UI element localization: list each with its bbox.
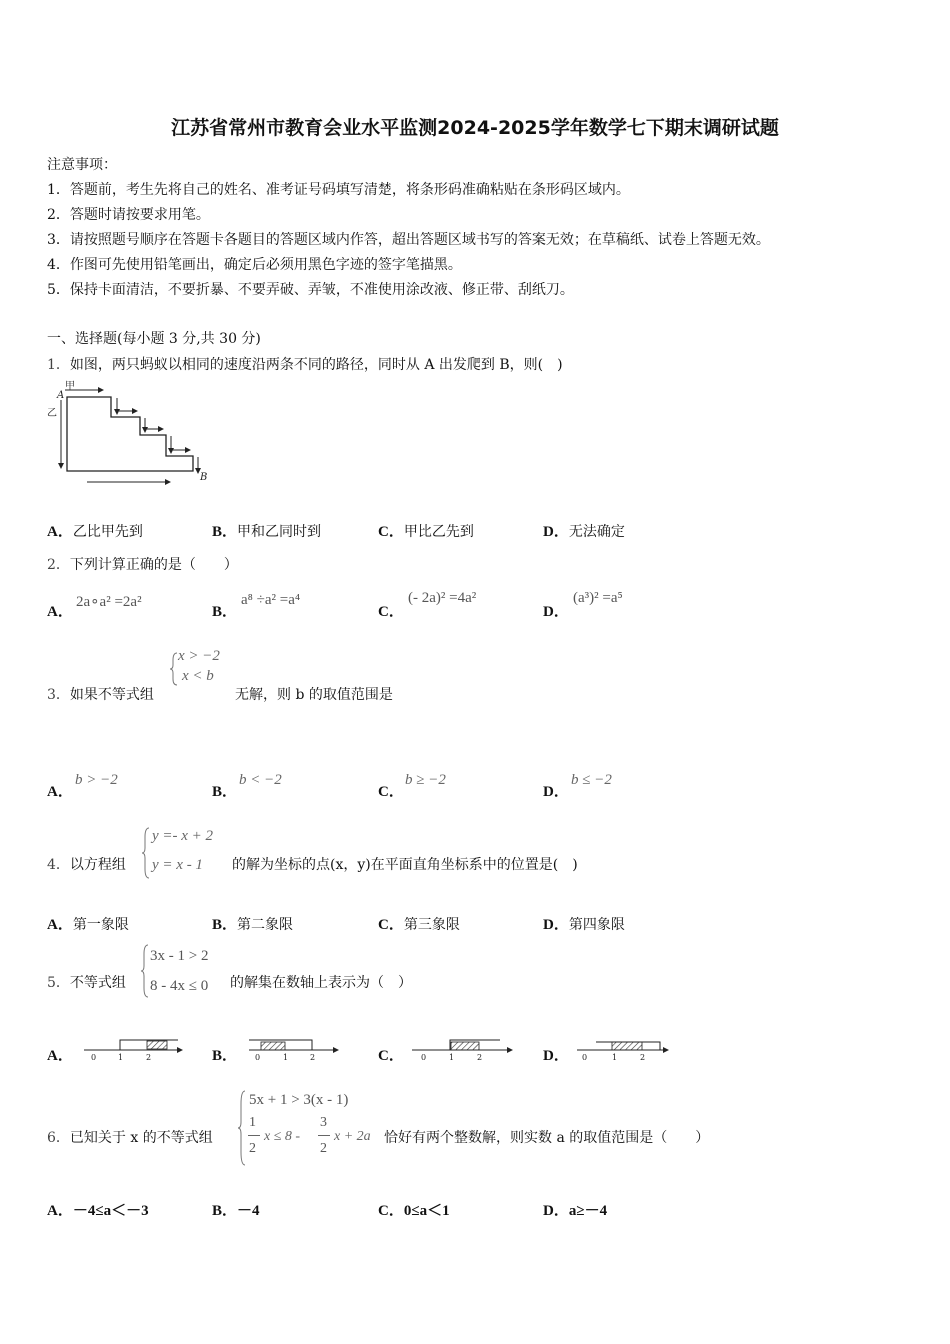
q1-stem [47, 354, 563, 374]
q2-text: 下列计算正确的是（ ） [69, 557, 238, 573]
q3-option-a[interactable]: A． [47, 784, 73, 800]
q6-pre: 已知关于 x 的不等式组 [69, 1130, 213, 1146]
q2-option-c[interactable]: C． [378, 604, 404, 620]
q1-label-jia: 甲 [65, 381, 75, 392]
q5-option-d[interactable]: D． [543, 1048, 569, 1064]
q4-option-c[interactable]: C．第三象限 [378, 917, 460, 933]
q6-frac-2-bar [318, 1135, 330, 1136]
q6-frac-1-den: 2 [249, 1141, 256, 1156]
svg-text:2: 2 [640, 1053, 646, 1062]
q4-brace [142, 827, 150, 879]
q2-option-d-expr: (a³)² =a⁵ [573, 590, 623, 606]
q2-option-c-expr: (- 2a)² =4a² [408, 590, 477, 606]
q6-number: 6． [47, 1130, 70, 1146]
q4-option-b[interactable]: B．第二象限 [212, 917, 294, 933]
svg-text:2: 2 [477, 1053, 483, 1062]
q3-stem [47, 684, 154, 704]
svg-text:0: 0 [582, 1053, 588, 1062]
q2-stem [47, 554, 238, 574]
q5-option-c-number-line [412, 1040, 512, 1062]
q6-frac-1-num: 1 [249, 1115, 256, 1130]
q5-stem [47, 972, 126, 992]
q3-option-b[interactable]: B． [212, 784, 238, 800]
q5-brace [141, 944, 149, 998]
q5-number: 5． [47, 975, 70, 991]
notice-item-2: 2．答题时请按要求用笔。 [47, 207, 210, 223]
q5-option-c[interactable]: C． [378, 1048, 404, 1064]
q6-frac-2-den: 2 [320, 1141, 327, 1156]
svg-text:0: 0 [421, 1053, 427, 1062]
q6-sys-line-2b: x + 2a [334, 1129, 371, 1144]
q3-sys-line-1: x > −2 [178, 648, 220, 664]
q3-option-c-expr: b ≥ −2 [405, 772, 446, 788]
q4-post: 的解为坐标的点(x，y)在平面直角坐标系中的位置是( ) [232, 857, 578, 873]
section-heading: 一、选择题(每小题 3 分,共 30 分) [47, 331, 261, 347]
page-title: 江苏省常州市教育会业水平监测2024-2025学年数学七下期末调研试题 [171, 117, 779, 139]
q6-stem [47, 1127, 213, 1147]
q1-number: 1． [47, 357, 70, 373]
q4-option-a[interactable]: A．第一象限 [47, 917, 129, 933]
q5-sys-line-2: 8 - 4x ≤ 0 [150, 978, 209, 994]
q3-option-b-expr: b < −2 [239, 772, 282, 788]
q3-pre: 如果不等式组 [69, 687, 154, 703]
q6-sys-line-1: 5x + 1 > 3(x - 1) [249, 1092, 349, 1108]
q1-option-d[interactable]: D．无法确定 [543, 524, 625, 540]
q6-frac-1-bar [248, 1135, 260, 1136]
q6-option-d[interactable]: D．a≥－4 [543, 1203, 608, 1219]
svg-text:2: 2 [310, 1053, 316, 1062]
notice-item-1: 1．答题前，考生先将自己的姓名、准考证号码填写清楚，将条形码准确粘贴在条形码区域内。 [47, 182, 630, 198]
q3-sys-line-2: x < b [182, 668, 214, 684]
q4-pre: 以方程组 [69, 857, 126, 873]
svg-text:1: 1 [612, 1053, 618, 1062]
q6-sys-line-2a: x ≤ 8 - [264, 1129, 301, 1144]
q4-option-d[interactable]: D．第四象限 [543, 917, 625, 933]
notice-item-3: 3．请按照题号顺序在答题卡各题目的答题区域内作答，超出答题区域书写的答案无效；在草稿纸、试卷上答题无效。 [47, 232, 770, 248]
q3-number: 3． [47, 687, 70, 703]
q2-option-a[interactable]: A． [47, 604, 73, 620]
q6-frac-2-num: 3 [320, 1115, 327, 1130]
q2-option-b-expr: a⁸ ÷a² =a⁴ [241, 592, 301, 608]
q4-sys-line-1: y =- x + 2 [152, 828, 214, 844]
q4-number: 4． [47, 857, 70, 873]
notice-item-4: 4．作图可先使用铅笔画出，确定后必须用黑色字迹的签字笔描黑。 [47, 257, 462, 273]
q3-option-c[interactable]: C． [378, 784, 404, 800]
q5-option-a-number-line [84, 1040, 182, 1062]
q1-option-a[interactable]: A．乙比甲先到 [47, 524, 143, 540]
q3-post: 无解，则 b 的取值范围是 [235, 687, 393, 703]
q1-text: 如图，两只蚂蚁以相同的速度沿两条不同的路径，同时从 A 出发爬到 B，则( ) [69, 357, 563, 373]
q3-option-d[interactable]: D． [543, 784, 569, 800]
q6-brace [238, 1090, 246, 1166]
q6-post: 恰好有两个整数解，则实数 a 的取值范围是（ ） [384, 1130, 710, 1146]
q5-option-a[interactable]: A． [47, 1048, 73, 1064]
q1-option-b[interactable]: B．甲和乙同时到 [212, 524, 322, 540]
q2-option-b[interactable]: B． [212, 604, 238, 620]
svg-text:1: 1 [449, 1053, 455, 1062]
q1-option-c[interactable]: C．甲比乙先到 [378, 524, 474, 540]
q6-option-a[interactable]: A．－4≤a＜－3 [47, 1203, 149, 1219]
q5-sys-line-1: 3x - 1 > 2 [150, 948, 209, 964]
q6-option-c[interactable]: C．0≤a＜1 [378, 1203, 450, 1219]
q2-number: 2． [47, 557, 70, 573]
q3-option-a-expr: b > −2 [75, 772, 118, 788]
q1-label-a: A [57, 390, 65, 401]
q5-post: 的解集在数轴上表示为（ ） [230, 975, 412, 991]
q5-pre: 不等式组 [69, 975, 126, 991]
q4-stem [47, 854, 126, 874]
q1-label-b: B [200, 472, 208, 483]
q3-brace [170, 652, 178, 686]
svg-text:0: 0 [91, 1053, 97, 1062]
q5-option-b[interactable]: B． [212, 1048, 238, 1064]
q1-figure [45, 380, 215, 490]
q2-option-a-expr: 2a∘a² =2a² [76, 594, 142, 610]
q2-option-d[interactable]: D． [543, 604, 569, 620]
q6-option-b[interactable]: B．－4 [212, 1203, 260, 1219]
q4-sys-line-2: y = x - 1 [152, 857, 203, 873]
svg-text:1: 1 [283, 1053, 289, 1062]
q5-number-lines [0, 1030, 950, 1070]
q5-option-b-number-line [249, 1040, 338, 1062]
q3-option-d-expr: b ≤ −2 [571, 772, 612, 788]
q1-label-yi: 乙 [47, 408, 57, 419]
svg-text:1: 1 [118, 1053, 124, 1062]
q5-option-d-number-line [577, 1042, 668, 1062]
notice-item-5: 5．保持卡面清洁，不要折暴、不要弄破、弄皱，不准使用涂改液、修正带、刮纸刀。 [47, 282, 574, 298]
notice-heading: 注意事项： [47, 157, 117, 173]
svg-text:0: 0 [255, 1053, 261, 1062]
svg-text:2: 2 [146, 1053, 152, 1062]
